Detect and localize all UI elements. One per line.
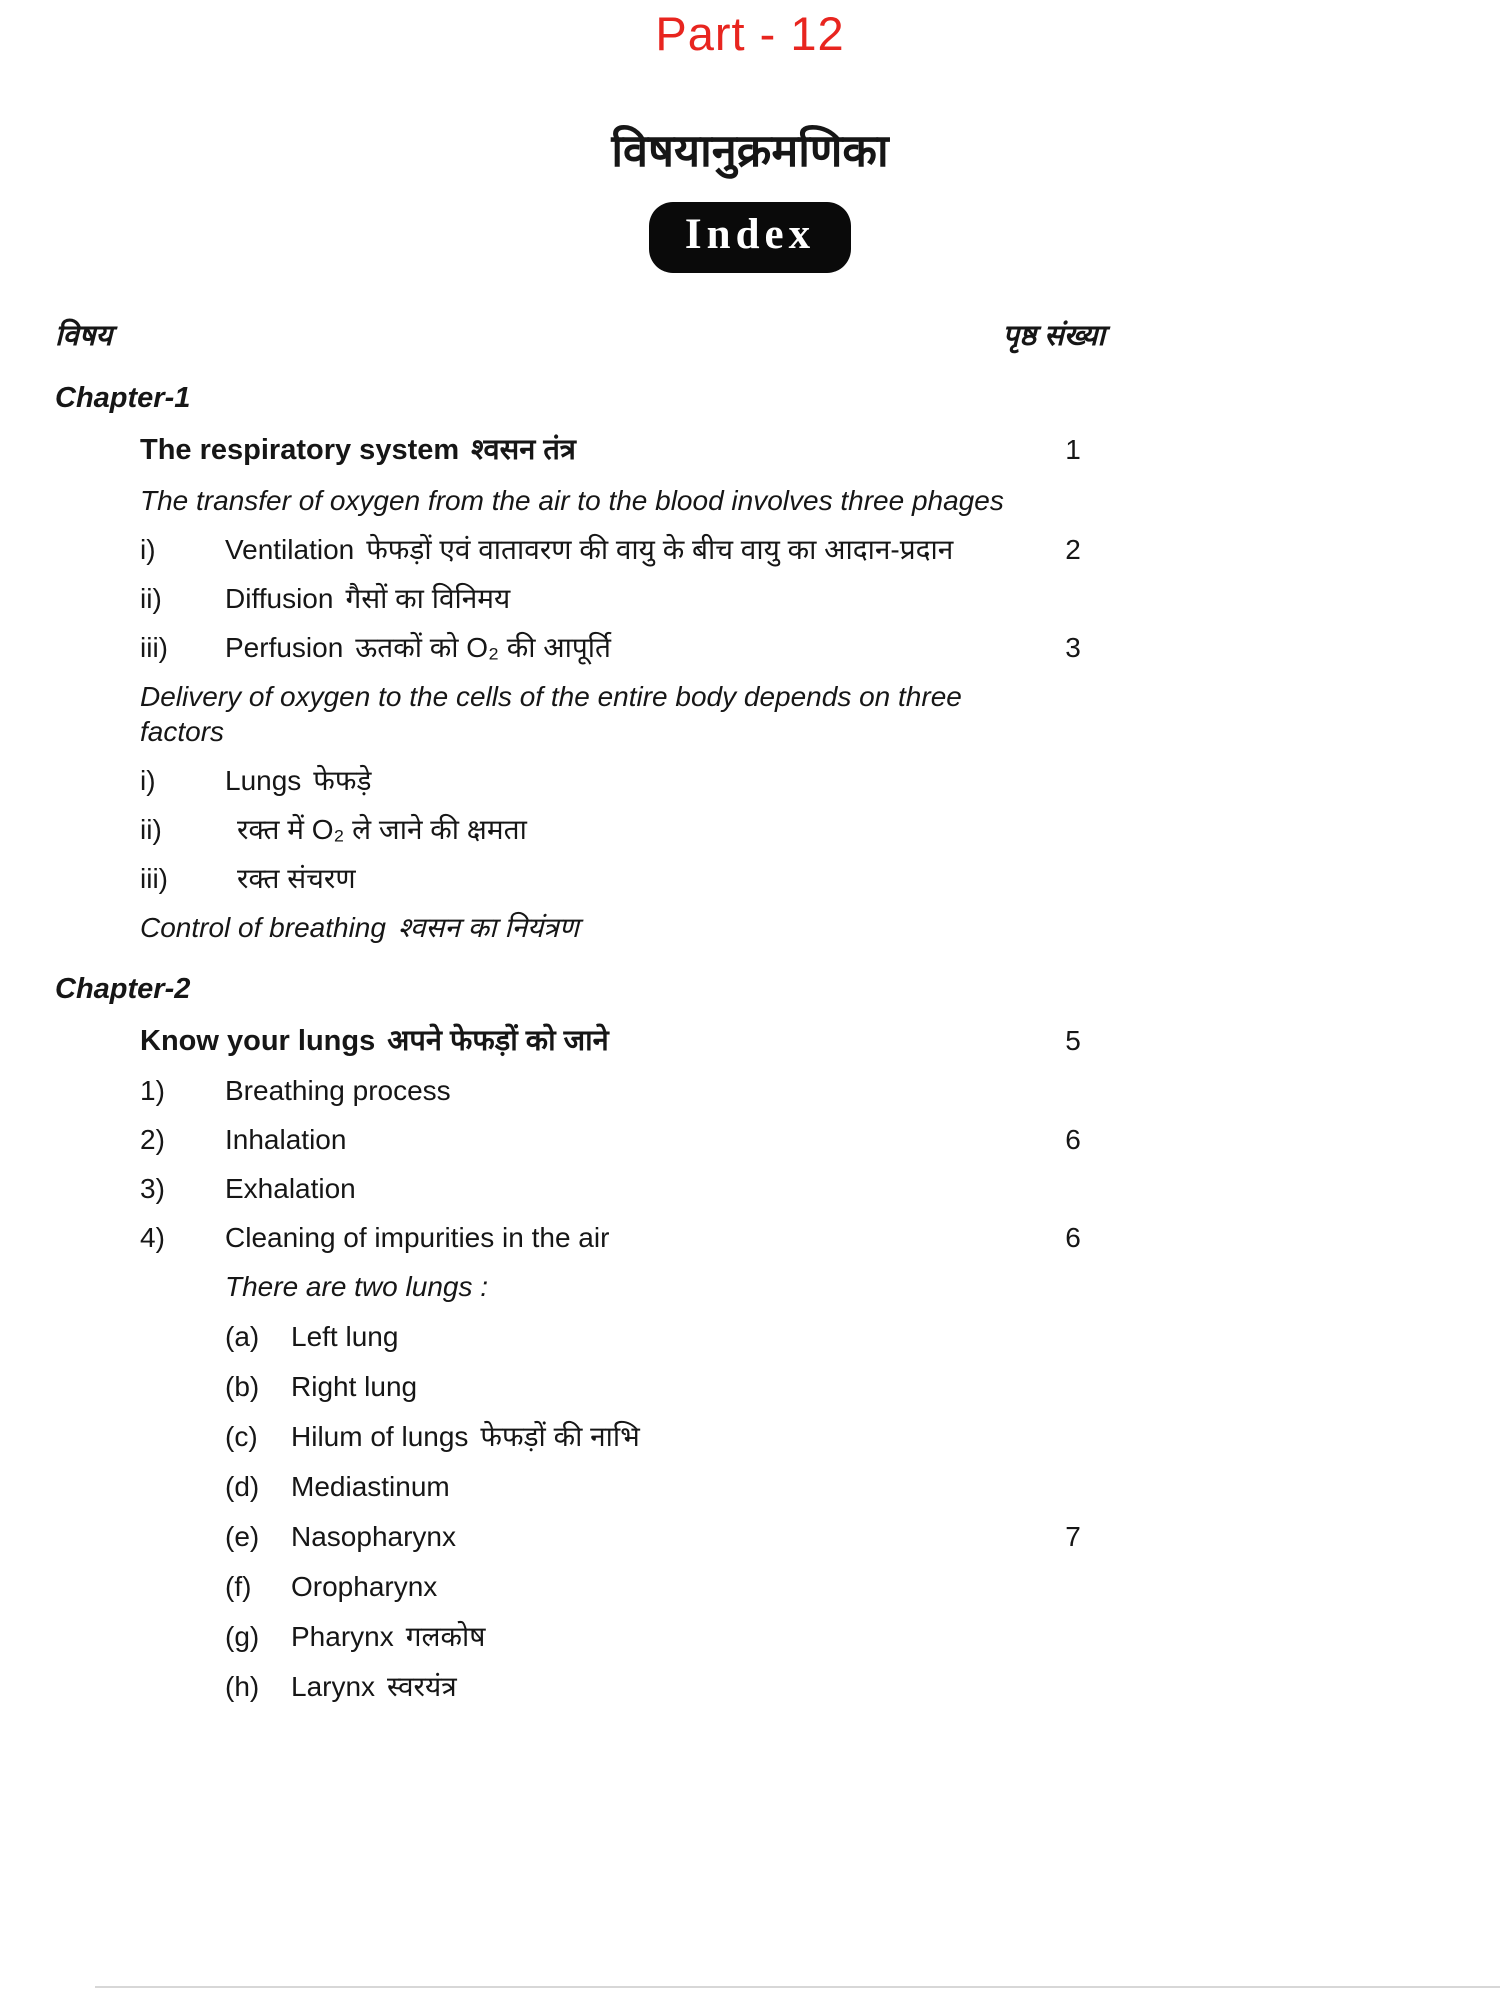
subitem-marker: (a)	[225, 1321, 260, 1352]
section-title-hi: श्वसन तंत्र	[471, 434, 576, 467]
toc-subitem	[55, 1369, 1105, 1404]
toc-note	[55, 1269, 1105, 1304]
subitem-text-en: Larynx	[291, 1671, 376, 1702]
column-page: पृष्ठ संख्या	[1002, 320, 1105, 352]
toc-item	[55, 861, 1105, 896]
note-text-en: Control of breathing	[140, 911, 386, 943]
page-number: 3	[1065, 631, 1081, 663]
subitem-marker: (h)	[225, 1671, 260, 1702]
item-marker: 2)	[140, 1124, 165, 1155]
toc-note	[55, 483, 1105, 518]
subitem-text-en: Pharynx	[291, 1621, 394, 1652]
item-marker: 1)	[140, 1075, 165, 1106]
item-text-hi: गैसों का विनिमय	[345, 582, 511, 614]
item-text-en: Inhalation	[225, 1124, 347, 1155]
item-marker: iii)	[140, 862, 168, 894]
toc-subitem	[55, 1569, 1105, 1604]
page-number: 5	[1065, 1024, 1081, 1056]
subitem-text	[291, 1669, 1041, 1704]
page-number: 7	[1065, 1521, 1081, 1552]
subitem-marker: (c)	[225, 1421, 258, 1452]
note-text-hi: श्वसन का नियंत्रण	[397, 911, 579, 943]
item-marker: 4)	[140, 1222, 165, 1253]
subitem-text	[291, 1569, 1041, 1604]
item-marker: iii)	[140, 631, 168, 663]
toc-section	[55, 1023, 1105, 1059]
subitem-marker: (g)	[225, 1621, 260, 1652]
item-text-hi: फेफड़े	[313, 764, 372, 796]
part-label: Part - 12	[655, 7, 845, 60]
subitem-text-en: Nasopharynx	[291, 1521, 456, 1552]
toc-item	[55, 532, 1105, 567]
page-number: 6	[1065, 1124, 1081, 1155]
toc-content	[55, 315, 1105, 1704]
subitem-text	[291, 1519, 1041, 1554]
item-text-hi: रक्त संचरण	[237, 862, 356, 894]
page-number: 2	[1065, 533, 1081, 565]
chapter-label: Chapter-2	[55, 972, 191, 1005]
toc-item	[55, 1171, 1105, 1206]
note-text	[225, 1269, 1041, 1304]
subitem-text-en: Left lung	[291, 1321, 399, 1352]
toc-item	[55, 1220, 1105, 1255]
toc-note	[55, 679, 1105, 749]
item-text-en: Ventilation	[225, 533, 355, 565]
toc-subitem	[55, 1669, 1105, 1704]
item-text	[225, 861, 1041, 896]
item-marker: ii)	[140, 582, 162, 614]
subitem-marker: (f)	[225, 1571, 252, 1602]
item-text	[225, 812, 1041, 847]
column-headers	[55, 315, 1105, 354]
subitem-marker: (d)	[225, 1471, 260, 1502]
column-subject: विषय	[55, 320, 113, 352]
toc-subitem	[55, 1519, 1105, 1554]
item-marker: 3)	[140, 1173, 165, 1204]
subitem-marker: (b)	[225, 1371, 260, 1402]
subitem-text	[291, 1619, 1041, 1654]
toc-item	[55, 812, 1105, 847]
item-marker: ii)	[140, 813, 162, 845]
item-text	[225, 1220, 1041, 1255]
toc-item	[55, 581, 1105, 616]
subitem-text-hi: गलकोष	[405, 1621, 486, 1652]
item-text	[225, 630, 1041, 665]
page-title-hindi: विषयानुक्रमणिका	[611, 125, 889, 176]
page-number: 6	[1065, 1222, 1081, 1253]
item-text	[225, 581, 1041, 616]
note-text-en: Delivery of oxygen to the cells of the entire body depends on three factors	[140, 680, 962, 747]
toc-subitem	[55, 1319, 1105, 1354]
note-text-en: The transfer of oxygen from the air to the blood involves three phages	[140, 484, 1004, 516]
toc-item	[55, 630, 1105, 665]
section-title	[140, 1023, 1041, 1059]
index-badge: Index	[649, 202, 851, 273]
section-title-hi: अपने फेफड़ों को जाने	[387, 1024, 609, 1057]
item-text	[225, 1073, 1041, 1108]
note-text	[140, 679, 1041, 749]
item-marker: i)	[140, 533, 156, 565]
section-title	[140, 432, 1041, 468]
toc-chapter	[55, 380, 1105, 416]
subitem-text	[291, 1319, 1041, 1354]
subitem-text-en: Right lung	[291, 1371, 418, 1402]
item-text	[225, 532, 1041, 567]
subitem-text-hi: स्वरयंत्र	[387, 1671, 457, 1702]
note-text	[140, 910, 1041, 945]
subitem-text	[291, 1469, 1041, 1504]
section-title-en: The respiratory system	[140, 434, 460, 467]
item-text-en: Breathing process	[225, 1075, 451, 1106]
chapter-label: Chapter-1	[55, 382, 191, 414]
item-text	[225, 1122, 1041, 1157]
subitem-text-en: Oropharynx	[291, 1571, 438, 1602]
item-text-en: Exhalation	[225, 1173, 356, 1204]
item-text	[225, 1171, 1041, 1206]
toc-item	[55, 1073, 1105, 1108]
subitem-text	[291, 1419, 1041, 1454]
toc-subitem	[55, 1619, 1105, 1654]
item-text-en: Lungs	[225, 764, 302, 796]
item-text-hi: रक्त में O₂ ले जाने की क्षमता	[237, 813, 527, 845]
item-marker: i)	[140, 764, 156, 796]
subitem-text-hi: फेफड़ों की नाभि	[480, 1421, 640, 1452]
item-text-hi: ऊतकों को O₂ की आपूर्ति	[355, 631, 612, 663]
toc-note	[55, 910, 1105, 945]
item-text-hi: फेफड़ों एवं वातावरण की वायु के बीच वायु का आदान-प्रदान	[366, 533, 954, 565]
bottom-scan-rule	[95, 1986, 1500, 1988]
item-text-en: Perfusion	[225, 631, 344, 663]
toc-section	[55, 432, 1105, 468]
toc-item	[55, 763, 1105, 798]
item-text	[225, 763, 1041, 798]
note-text	[140, 483, 1041, 518]
subitem-marker: (e)	[225, 1521, 260, 1552]
note-text-en: There are two lungs :	[225, 1271, 489, 1302]
item-text-en: Diffusion	[225, 582, 334, 614]
toc-subitem	[55, 1469, 1105, 1504]
toc-item	[55, 1122, 1105, 1157]
subitem-text-en: Mediastinum	[291, 1471, 450, 1502]
section-title-en: Know your lungs	[140, 1024, 376, 1057]
subitem-text	[291, 1369, 1041, 1404]
toc-chapter	[55, 971, 1105, 1007]
page-number: 1	[1065, 434, 1081, 466]
item-text-en: Cleaning of impurities in the air	[225, 1222, 610, 1253]
subitem-text-en: Hilum of lungs	[291, 1421, 469, 1452]
toc-list	[55, 380, 1105, 1704]
toc-subitem	[55, 1419, 1105, 1454]
